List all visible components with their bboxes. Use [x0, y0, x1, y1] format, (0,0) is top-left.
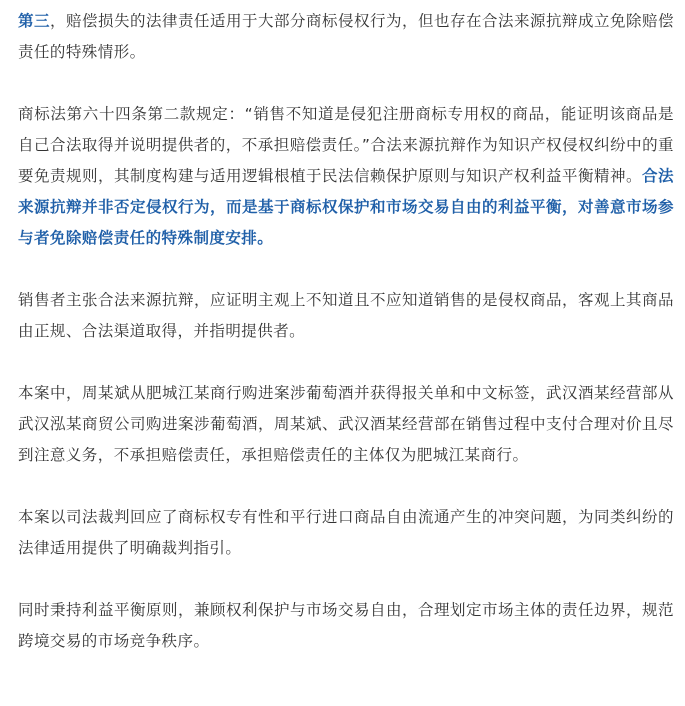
paragraph-damages-liability [18, 6, 674, 68]
paragraph-text: 本案中，周某斌从肥城江某商行购进案涉葡萄酒并获得报关单和中文标签，武汉酒某经营部从武汉泓某商贸公司购进案涉葡萄酒，周某斌、武汉酒某经营部在销售过程中支付合理对价且尽到注意义务，不承担赔偿责任，承担赔偿责任的主体仅为肥城江某商行。 [18, 384, 674, 464]
paragraph-balance-principle [18, 595, 674, 657]
paragraph-case-facts [18, 378, 674, 471]
highlighted-text: 合法来源抗辩并非否定侵权行为，而是基于商标权保护和市场交易自由的利益平衡，对善意市场参与者免除赔偿责任的特殊制度安排。 [18, 167, 674, 247]
paragraph-text: 销售者主张合法来源抗辩，应证明主观上不知道且不应知道销售的是侵权商品，客观上其商品由正规、合法渠道取得，并指明提供者。 [18, 291, 674, 340]
section-lead-label: 第三 [18, 12, 51, 30]
article-body [18, 6, 674, 657]
paragraph-seller-burden [18, 285, 674, 347]
paragraph-case-significance [18, 502, 674, 564]
paragraph-text: 同时秉持利益平衡原则，兼顾权利保护与市场交易自由，合理划定市场主体的责任边界，规范跨境交易的市场竞争秩序。 [18, 601, 674, 650]
paragraph-text: 商标法第六十四条第二款规定：“销售不知道是侵犯注册商标专用权的商品，能证明该商品是自己合法取得并说明提供者的，不承担赔偿责任。”合法来源抗辩作为知识产权侵权纠纷中的重要免责规则，其制度构建与适用逻辑根植于民法信赖保护原则与知识产权利益平衡精神。 [18, 105, 674, 185]
paragraph-article-64 [18, 99, 674, 254]
paragraph-text: 本案以司法裁判回应了商标权专有性和平行进口商品自由流通产生的冲突问题，为同类纠纷的法律适用提供了明确裁判指引。 [18, 508, 674, 557]
paragraph-text: ，赔偿损失的法律责任适用于大部分商标侵权行为，但也存在合法来源抗辩成立免除赔偿责任的特殊情形。 [18, 12, 674, 61]
